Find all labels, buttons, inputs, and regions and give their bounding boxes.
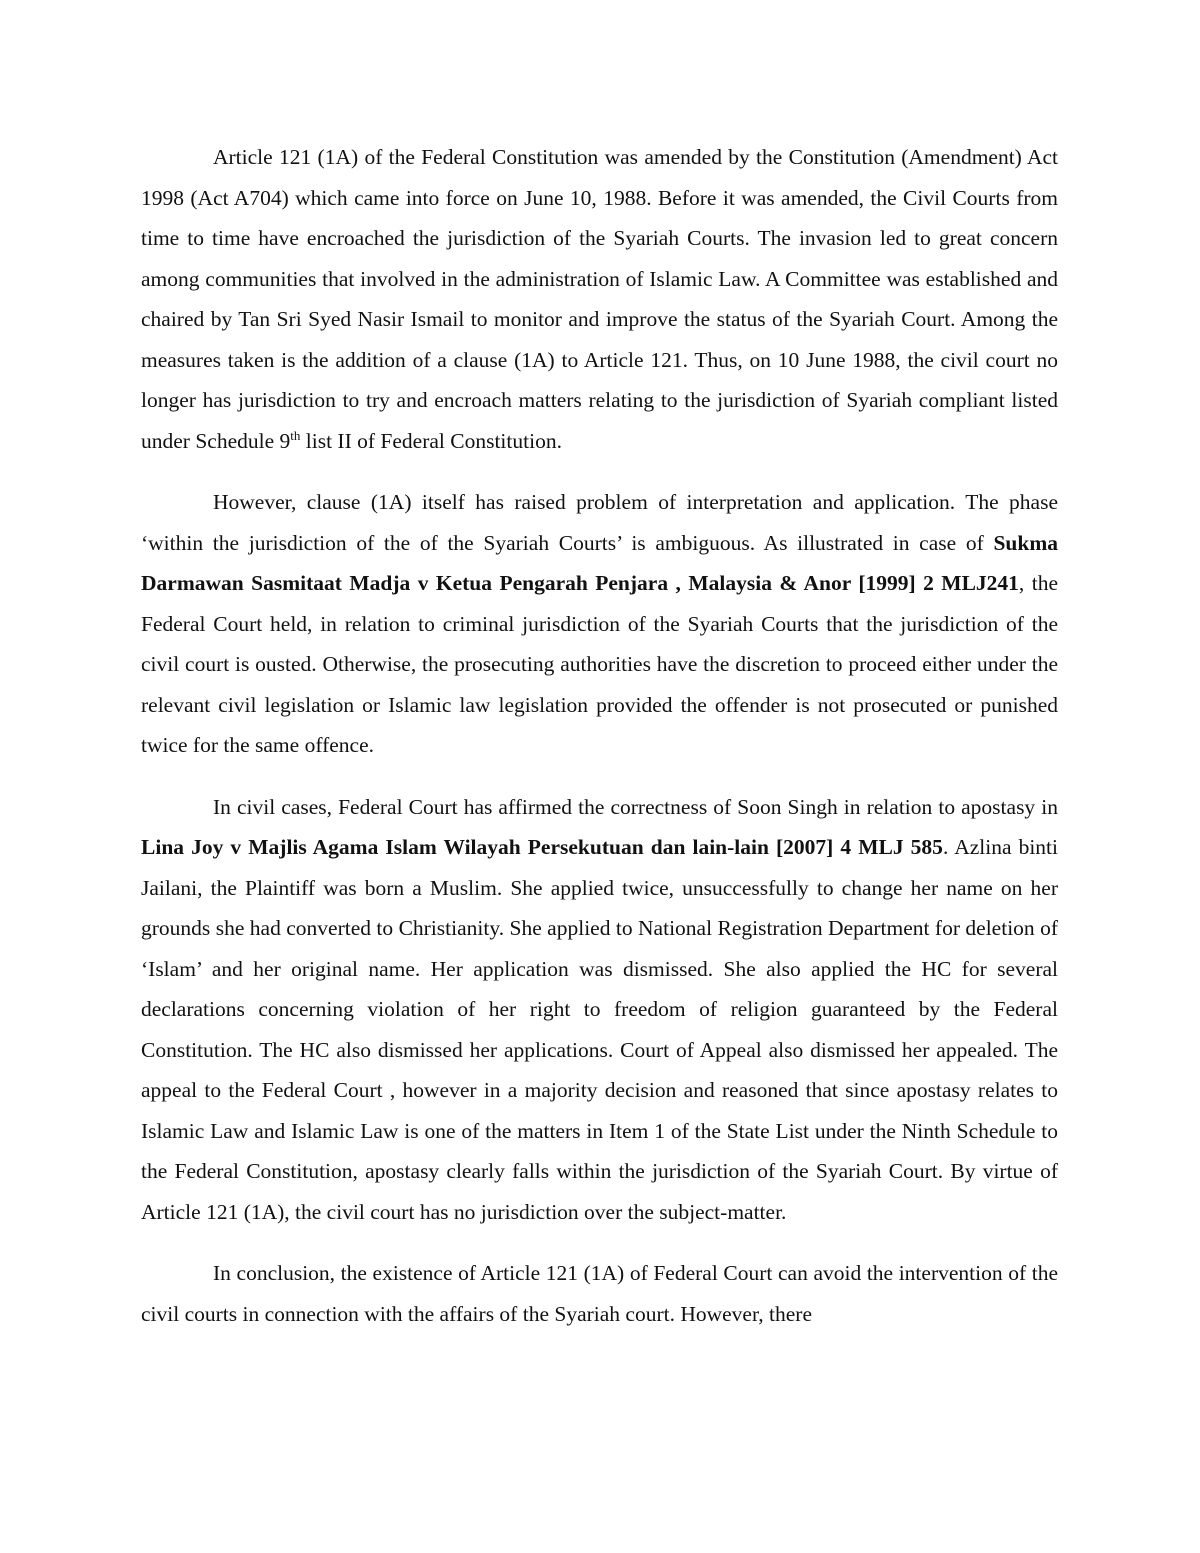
paragraph-text: . Azlina binti Jailani, the Plaintiff was born a Muslim. She applied twice, unsuccessfully to change her name on her grounds she had converted to Christianity. She applied to National Registration Department for deletion of ‘Islam’ and her original name. Her application was dismissed. She also applied the HC for several declarations concerning violation of her right to freedom of religion guaranteed by the Federal Constitution. The HC also dismissed her applications. Court of Appeal also dismissed her appealed. The appeal to the Federal Court , however in a majority decision and reasoned that since apostasy relates to Islamic Law and Islamic Law is one of the matters in Item 1 of the State List under the Ninth Schedule to the Federal Constitution, apostasy clearly falls within the jurisdiction of the Syariah Court. By virtue of Article 121 (1A), the civil court has no jurisdiction over the subject-matter.	[141, 835, 1059, 1224]
paragraph-clause-interpretation	[141, 482, 1058, 766]
paragraph-text: list II of Federal Constitution.	[300, 428, 562, 453]
paragraph-text: In conclusion, the existence of Article 121 (1A) of Federal Court can avoid the intervention of the civil courts in connection with the affairs of the Syariah court. However, there	[141, 1261, 1058, 1326]
paragraph-text: However, clause (1A) itself has raised problem of interpretation and application. The phase ‘within the jurisdiction of the of the Syariah Courts’ is ambiguous. As illustrated in case of	[141, 490, 1058, 555]
paragraph-text: Article 121 (1A) of the Federal Constitution was amended by the Constitution (Amendment) Act 1998 (Act A704) which came into force on June 10, 1988. Before it was amended, the Civil Courts from time to time have encroached the jurisdiction of the Syariah Courts. The invasion led to great concern among communities that involved in the administration of Islamic Law. A Committee was established and chaired by Tan Sri Syed Nasir Ismail to monitor and improve the status of the Syariah Court. Among the measures taken is the addition of a clause (1A) to Article 121. Thus, on 10 June 1988, the civil court no longer has jurisdiction to try and encroach matters relating to the jurisdiction of Syariah compliant listed under Schedule 9	[141, 145, 1058, 453]
case-citation-lina-joy: Lina Joy v Majlis Agama Islam Wilayah Persekutuan dan lain-lain [2007] 4 MLJ 585	[141, 835, 943, 859]
ordinal-superscript: th	[290, 427, 301, 443]
paragraph-text: , the Federal Court held, in relation to criminal jurisdiction of the Syariah Courts that the jurisdiction of the civil court is ousted. Otherwise, the prosecuting authorities have the discretion to proceed either under the relevant civil legislation or Islamic law legislation provided the offender is not prosecuted or punished twice for the same offence.	[141, 571, 1058, 757]
paragraph-article-121-amendment	[141, 137, 1058, 461]
paragraph-text: In civil cases, Federal Court has affirmed the correctness of Soon Singh in relation to apostasy in	[213, 794, 1058, 819]
paragraph-conclusion	[141, 1253, 1058, 1334]
case-citation-sukma-darmawan: Sukma Darmawan Sasmitaat Madja v Ketua Pengarah Penjara , Malaysia & Anor [1999] 2 MLJ241	[141, 530, 1058, 595]
paragraph-civil-cases	[141, 787, 1058, 1233]
document-body	[141, 137, 1058, 1334]
